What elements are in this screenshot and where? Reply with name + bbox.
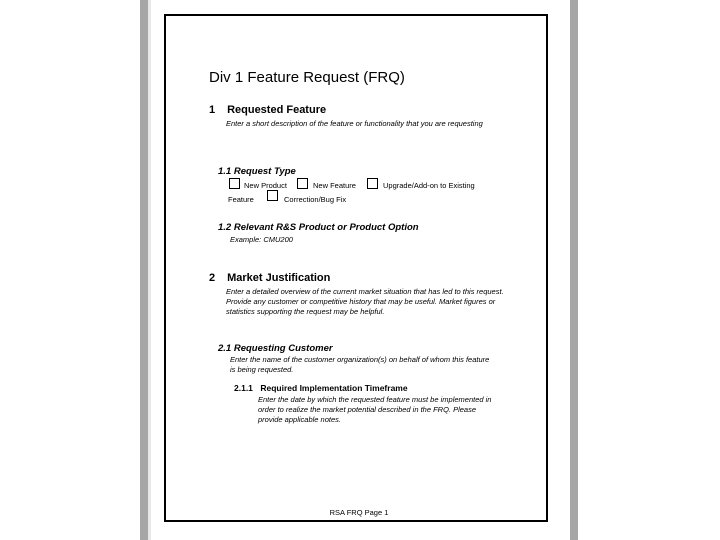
section-2-heading [209,272,330,284]
section-1-number: 1 [209,104,216,116]
upgrade-addon-label-continued: Feature [228,195,254,204]
right-gutter [570,0,578,540]
section-2-1-heading: 2.1 Requesting Customer [218,343,333,354]
document-title: Div 1 Feature Request (FRQ) [209,69,405,86]
section-2-number: 2 [209,272,216,284]
upgrade-addon-label: Upgrade/Add-on to Existing [383,181,475,190]
section-2-1-description: Enter the name of the customer organization(s) on behalf of whom this feature is being requested. [230,355,490,374]
page-footer: RSA FRQ Page 1 [329,508,389,517]
upgrade-addon-checkbox[interactable] [367,178,378,189]
page-border [164,14,548,522]
new-product-checkbox[interactable] [229,178,240,189]
new-feature-label: New Feature [313,181,356,190]
section-1-2-heading: 1.2 Relevant R&S Product or Product Option [218,222,419,233]
correction-bugfix-label: Correction/Bug Fix [284,195,347,204]
section-1-2-example: Example: CMU200 [230,235,293,244]
new-product-label: New Product [244,181,287,190]
section-1-description: Enter a short description of the feature or functionality that you are requesting [226,119,483,128]
section-1-heading [209,104,326,116]
correction-bugfix-checkbox[interactable] [267,190,278,201]
section-2-1-1-title: Required Implementation Timeframe [260,383,408,393]
new-feature-checkbox[interactable] [297,178,308,189]
section-2-1-1-heading [234,383,408,393]
section-2-1-1-number: 2.1.1 [234,383,253,393]
section-2-1-1-description: Enter the date by which the requested feature must be implemented in order to realize the market potential described in the FRQ. Please provide applicable notes. [258,395,492,424]
section-1-title: Requested Feature [227,104,327,116]
left-gutter [140,0,148,540]
section-1-1-heading: 1.1 Request Type [218,166,296,177]
section-2-title: Market Justification [227,272,331,284]
section-2-description: Enter a detailed overview of the current market situation that has led to this request. Provide any customer or competitive history that may be useful. Market figures or statistics supporting the request may be helpful. [226,287,504,316]
